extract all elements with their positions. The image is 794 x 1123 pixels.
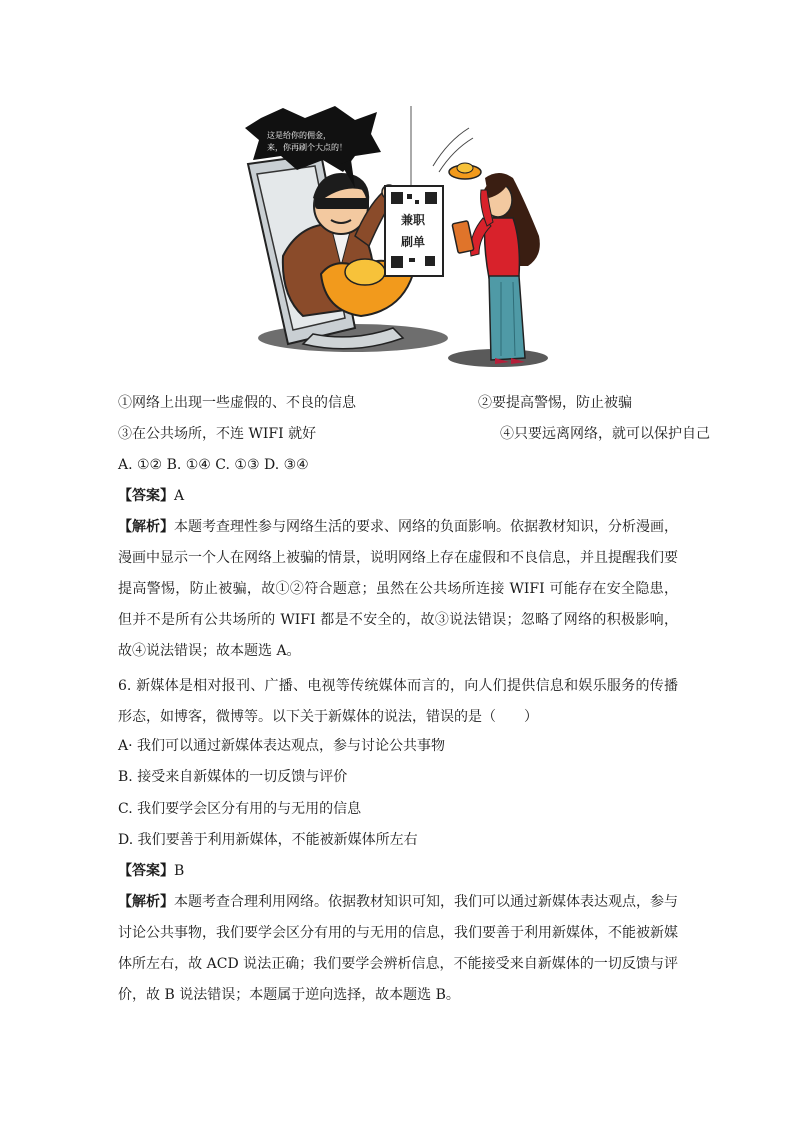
q5-answer — [118, 486, 184, 506]
sign-text-line-2: 刷单 — [401, 235, 426, 249]
q6-option-c: C. 我们要学会区分有用的与无用的信息 — [118, 801, 362, 817]
statement-2: ②要提高警惕，防止被骗 — [478, 395, 632, 411]
analysis-text: 本题考查合理利用网络。依据教材知识可知，我们可以通过新媒体表达观点，参与讨论公共事物，我们要学会区分有用的与无用的信息，我们要善于利用新媒体，不能被新媒体所左右，故 ACD 说法正确；我们要学会辨析信息，不能接受来自新媒体的一切反馈与评价，故 B 说法错误；本题属于逆向选择，故本题选 B。 — [118, 894, 678, 1003]
answer-label: 【答案】 — [118, 863, 174, 879]
statement-3: ③在公共场所，不连 WIFI 就好 — [118, 426, 317, 442]
q6-stem: 6. 新媒体是相对报刊、广播、电视等传统媒体而言的，向人们提供信息和娱乐服务的传播形态，如博客，微博等。以下关于新媒体的说法，错误的是（ ） — [118, 678, 678, 725]
cartoon-illustration — [243, 106, 553, 376]
q5-analysis — [118, 512, 678, 667]
q5-options: A. ①② B. ①④ C. ①③ D. ③④ — [118, 457, 309, 473]
q6-option-a: A· 我们可以通过新媒体表达观点，参与讨论公共事物 — [118, 738, 446, 754]
q5-statements-row-2 — [118, 424, 710, 444]
statement-1: ①网络上出现一些虚假的、不良的信息 — [118, 395, 356, 411]
statement-4: ④只要远离网络，就可以保护自己 — [500, 426, 710, 442]
speech-line-1: 这是给你的佣金， — [267, 131, 331, 140]
analysis-label: 【解析】 — [118, 894, 174, 910]
sign-text-line-1: 兼职 — [401, 213, 426, 227]
analysis-text: 本题考查理性参与网络生活的要求、网络的负面影响。依据教材知识，分析漫画，漫画中显示一个人在网络上被骗的情景，说明网络上存在虚假和不良信息，并且提醒我们要提高警惕，防止被骗，故①②符合题意；虽然在公共场所连接 WIFI 可能存在安全隐患，但并不是所有公共场所的 WIFI 都是不安全的，故③说法错误；忽略了网络的积极影响，故④说法错误；故本题选 A。 — [118, 519, 678, 659]
q6-option-d: D. 我们要善于利用新媒体，不能被新媒体所左右 — [118, 832, 418, 848]
q5-statements-row-1 — [118, 393, 632, 413]
speech-line-2: 来，你再刷个大点的！ — [267, 143, 347, 152]
q6-answer — [118, 861, 184, 881]
analysis-label: 【解析】 — [118, 519, 174, 535]
answer-value: A — [174, 488, 185, 504]
q6-analysis — [118, 887, 678, 1011]
q6-option-b: B. 接受来自新媒体的一切反馈与评价 — [118, 769, 348, 785]
answer-value: B — [174, 863, 185, 879]
answer-label: 【答案】 — [118, 488, 174, 504]
